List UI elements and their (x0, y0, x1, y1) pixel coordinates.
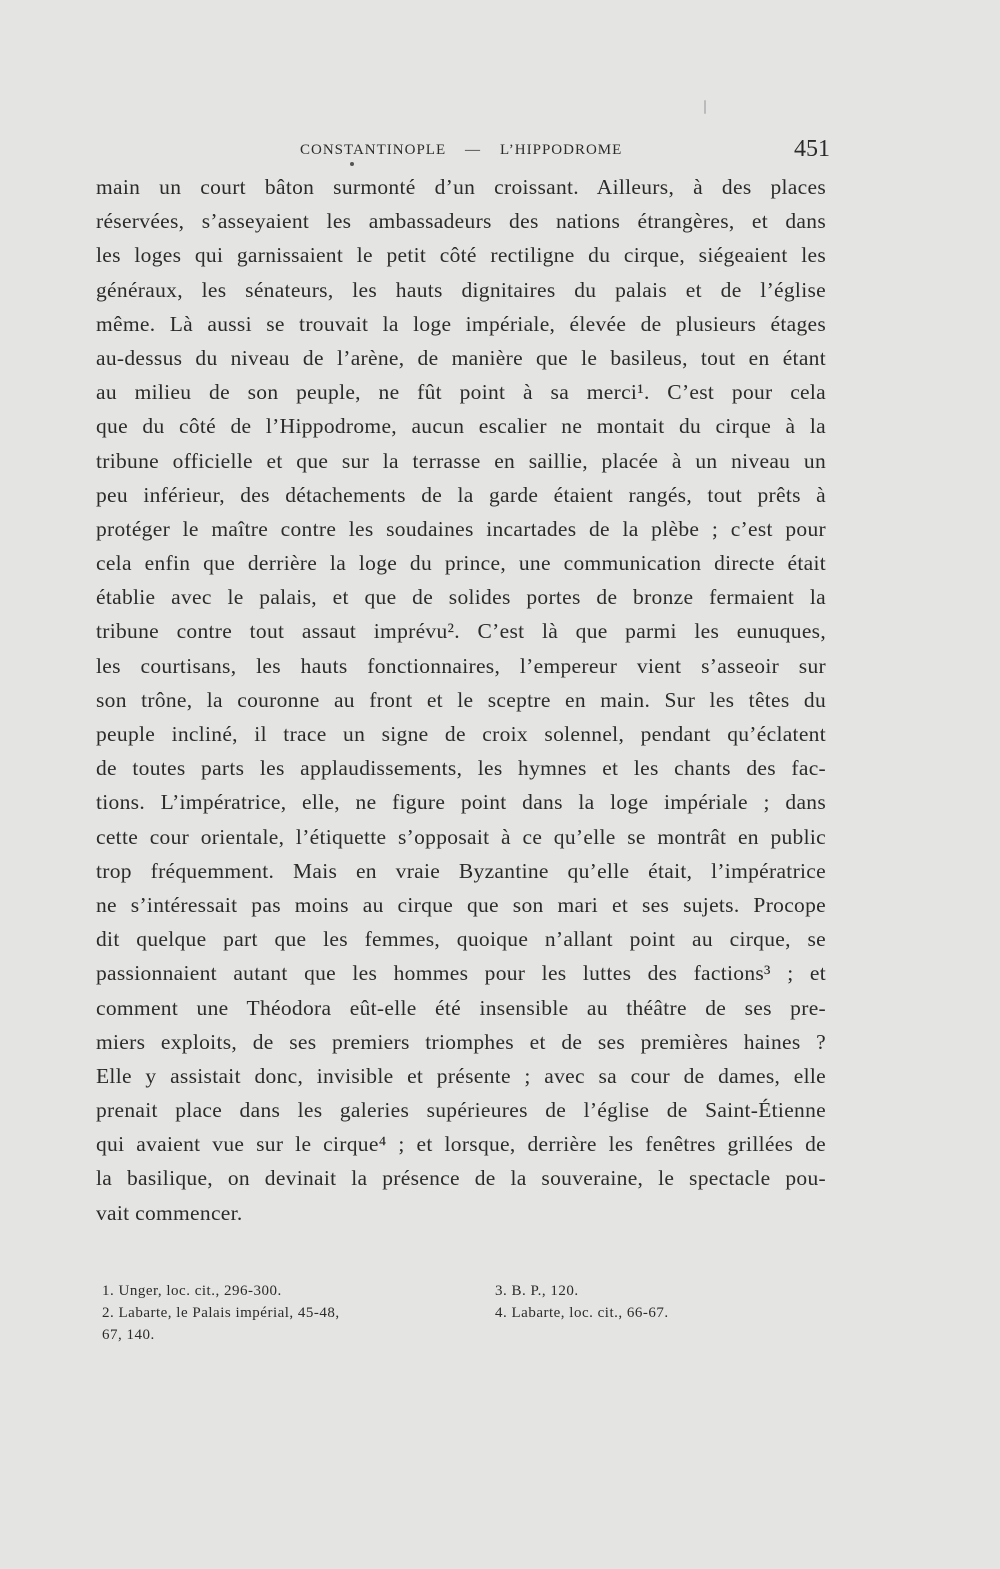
text-line: comment une Théodora eût-elle été insensible au théâtre de ses pre- (96, 995, 826, 1020)
text-line: prenait place dans les galeries supérieures de l’église de Saint-Étienne (96, 1098, 826, 1123)
text-line: que du côté de l’Hippodrome, aucun escalier ne montait du cirque à la (96, 414, 826, 439)
text-line: dit quelque part que les femmes, quoique n’allant point au cirque, se (96, 927, 826, 952)
running-head-left: CONSTANTINOPLE (300, 142, 447, 158)
text-line: tions. L’impératrice, elle, ne figure point dans la loge impériale ; dans (96, 790, 826, 815)
text-line: trop fréquemment. Mais en vraie Byzantine qu’elle était, l’impératrice (96, 858, 826, 883)
text-line: les courtisans, les hauts fonctionnaires, l’empereur vient s’asseoir sur (96, 653, 826, 678)
text-line: main un court bâton surmonté d’un croissant. Ailleurs, à des places (96, 175, 826, 199)
running-head-dash: — (465, 142, 481, 158)
text-line: protéger le maître contre les soudaines incartades de la plèbe ; c’est pour (96, 516, 826, 541)
text-line: généraux, les sénateurs, les hauts dignitaires du palais et de l’église (96, 277, 826, 302)
text-line: réservées, s’asseyaient les ambassadeurs des nations étrangères, et dans (96, 209, 826, 234)
text-line: peuple incliné, il trace un signe de croix solennel, pendant qu’éclatent (96, 722, 826, 746)
text-line: ne s’intéressait pas moins au cirque que son mari et ses sujets. Procope (96, 892, 826, 917)
text-line: qui avaient vue sur le cirque⁴ ; et lorsque, derrière les fenêtres grillées de (96, 1132, 826, 1157)
footnotes-right-column (495, 1280, 795, 1324)
text-line: tribune contre tout assaut imprévu². C’est là que parmi les eunuques, (96, 619, 826, 644)
text-line: peu inférieur, des détachements de la garde étaient rangés, tout prêts à (96, 482, 826, 507)
text-line: cette cour orientale, l’étiquette s’opposait à ce qu’elle se montrât en public (96, 824, 826, 849)
footnote-2: 2. Labarte, le Palais impérial, 45-48, (102, 1305, 340, 1321)
footnote-2-continued: 67, 140. (102, 1327, 155, 1343)
footnote-1: 1. Unger, loc. cit., 296-300. (102, 1283, 282, 1299)
body-text (96, 170, 826, 1230)
text-line: établie avec le palais, et que de solides portes de bronze fermaient la (96, 585, 826, 610)
text-line: son trône, la couronne au front et le sceptre en main. Sur les têtes du (96, 687, 826, 712)
text-line: même. Là aussi se trouvait la loge impériale, élevée de plusieurs étages (96, 311, 826, 336)
footnote-3: 3. B. P., 120. (495, 1283, 579, 1299)
footnotes-left-column (102, 1280, 462, 1346)
text-line: tribune officielle et que sur la terrasse en saillie, placée à un niveau un (96, 448, 826, 473)
text-line: au-dessus du niveau de l’arène, de manière que le basileus, tout en étant (96, 345, 826, 370)
page-number: 451 (794, 136, 830, 162)
ink-speck (350, 162, 354, 166)
running-head-right: L’HIPPODROME (500, 142, 623, 158)
text-line: de toutes parts les applaudissements, les hymnes et les chants des fac- (96, 756, 826, 781)
footnote-4: 4. Labarte, loc. cit., 66-67. (495, 1305, 669, 1321)
text-line: cela enfin que derrière la loge du prince, une communication directe était (96, 551, 826, 576)
running-head (300, 138, 830, 168)
text-line: les loges qui garnissaient le petit côté rectiligne du cirque, siégeaient les (96, 243, 826, 268)
paper-mark (704, 100, 706, 114)
text-line: passionnaient autant que les hommes pour les luttes des factions³ ; et (96, 961, 826, 986)
text-line: Elle y assistait donc, invisible et présente ; avec sa cour de dames, elle (96, 1063, 826, 1088)
text-line: miers exploits, de ses premiers triomphes et de ses premières haines ? (96, 1029, 826, 1054)
text-line: au milieu de son peuple, ne fût point à sa merci¹. C’est pour cela (96, 380, 826, 405)
text-line: la basilique, on devinait la présence de la souveraine, le spectacle pou- (96, 1166, 826, 1191)
text-line-last: vait commencer. (96, 1200, 243, 1225)
